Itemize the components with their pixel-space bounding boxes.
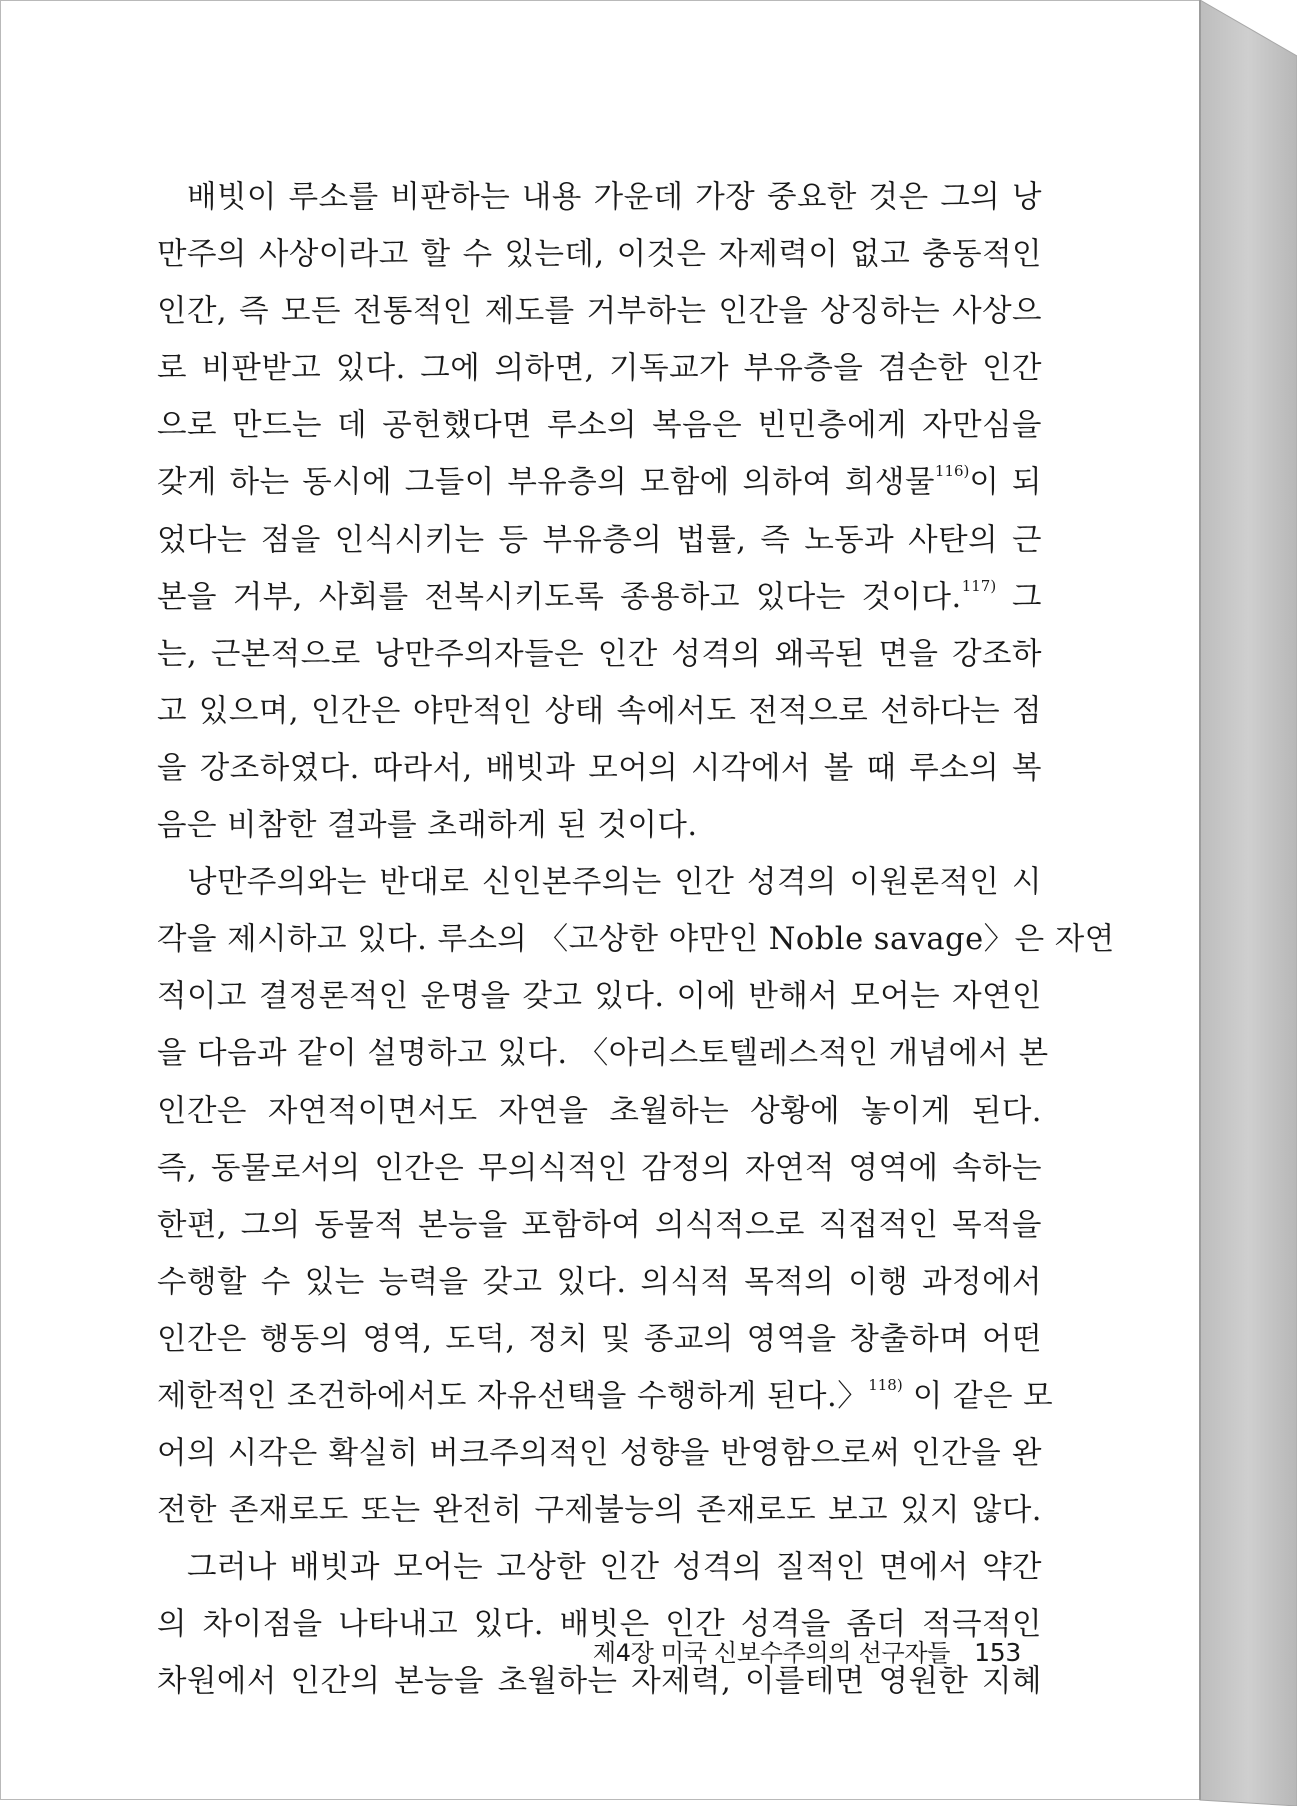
text-line: 인간은 행동의 영역, 도덕, 정치 및 종교의 영역을 창출하며 어떤	[157, 1321, 1042, 1357]
text-line: 인간은 자연적이면서도 자연을 초월하는 상황에 놓이게 된다.	[157, 1093, 1042, 1129]
text-line	[157, 454, 1042, 511]
footnote-marker: 117)	[961, 576, 997, 595]
text-line: 만주의 사상이라고 할 수 있는데, 이것은 자제력이 없고 충동적인	[157, 237, 1042, 273]
text-line: 전한 존재로도 또는 완전히 구제불능의 존재로도 보고 있지 않다.	[157, 1493, 1042, 1529]
footnote-marker: 116)	[934, 462, 970, 481]
body-text	[157, 169, 1115, 1711]
text-line: 적이고 결정론적인 운명을 갖고 있다. 이에 반해서 모어는 자연인	[157, 979, 1042, 1015]
text-segment: 그	[996, 579, 1042, 615]
book-edge-face	[1200, 0, 1297, 1806]
text-line: 인간, 즉 모든 전통적인 제도를 거부하는 인간을 상징하는 사상으	[157, 294, 1042, 330]
text-segment: 본을 거부, 사회를 전복시키도록 종용하고 있다는 것이다.	[157, 579, 962, 615]
text-line: 으로 만드는 데 공헌했다면 루소의 복음은 빈민층에게 자만심을	[157, 408, 1042, 444]
text-line: 한편, 그의 동물적 본능을 포함하여 의식적으로 직접적인 목적을	[157, 1207, 1042, 1243]
text-line: 고 있으며, 인간은 야만적인 상태 속에서도 전적으로 선하다는 점	[157, 693, 1042, 729]
page-number: 153	[974, 1638, 1021, 1667]
text-segment: 갖게 하는 동시에 그들이 부유층의 모함에 의하여 희생물	[157, 465, 935, 501]
text-segment: 제한적인 조건하에서도 자유선택을 수행하게 된다.〉	[157, 1378, 869, 1414]
text-segment: 이 되	[969, 465, 1042, 501]
text-line: 각을 제시하고 있다. 루소의 〈고상한 야만인 Noble savage〉은 자연	[157, 922, 1115, 958]
text-line: 그러나 배빗과 모어는 고상한 인간 성격의 질적인 면에서 약간	[187, 1550, 1042, 1586]
text-line: 수행할 수 있는 능력을 갖고 있다. 의식적 목적의 이행 과정에서	[157, 1264, 1042, 1300]
text-line: 음은 비참한 결과를 초래하게 된 것이다.	[157, 808, 698, 844]
text-line: 차원에서 인간의 본능을 초월하는 자제력, 이를테면 영원한 지혜	[157, 1664, 1042, 1700]
text-line: 배빗이 루소를 비판하는 내용 가운데 가장 중요한 것은 그의 낭	[187, 180, 1042, 215]
footnote-marker: 118)	[868, 1375, 903, 1394]
text-line: 어의 시각은 확실히 버크주의적인 성향을 반영함으로써 인간을 완	[157, 1436, 1042, 1472]
text-line	[157, 569, 1042, 626]
chapter-title: 제4장 미국 신보수주의의 선구자들	[592, 1639, 951, 1667]
text-line	[157, 1368, 1054, 1425]
text-line: 을 다음과 같이 설명하고 있다. 〈아리스토텔레스적인 개념에서 본	[157, 1036, 1049, 1072]
text-segment: 이 같은 모	[902, 1378, 1054, 1414]
text-line: 을 강조하였다. 따라서, 배빗과 모어의 시각에서 볼 때 루소의 복	[157, 750, 1042, 786]
text-line: 었다는 점을 인식시키는 등 부유층의 법률, 즉 노동과 사탄의 근	[157, 522, 1042, 558]
text-line: 즉, 동물로서의 인간은 무의식적인 감정의 자연적 영역에 속하는	[157, 1150, 1042, 1186]
text-line: 의 차이점을 나타내고 있다. 배빗은 인간 성격을 좀더 적극적인	[157, 1607, 1042, 1643]
text-line: 는, 근본적으로 낭만주의자들은 인간 성격의 왜곡된 면을 강조하	[157, 636, 1042, 672]
text-line: 낭만주의와는 반대로 신인본주의는 인간 성격의 이원론적인 시	[187, 865, 1042, 901]
text-line: 로 비판받고 있다. 그에 의하면, 기독교가 부유층을 겸손한 인간	[157, 351, 1042, 387]
page-footer	[561, 1633, 1021, 1668]
